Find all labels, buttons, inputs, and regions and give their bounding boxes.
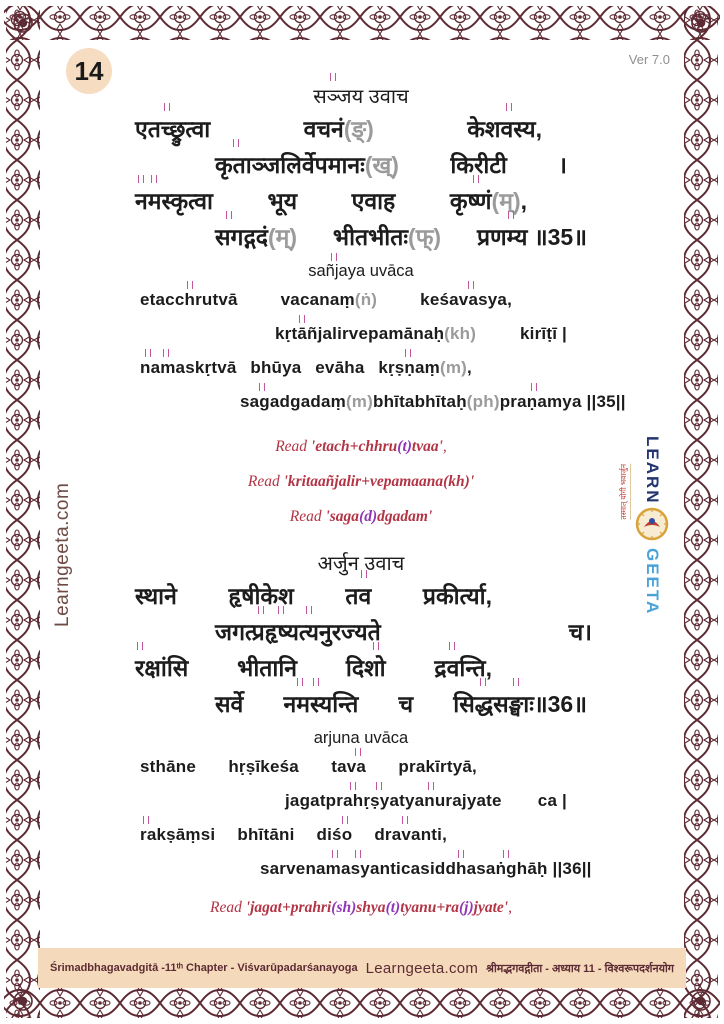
accent-mark <box>297 678 303 686</box>
verse-word: namaskṛtvā <box>140 358 237 378</box>
accent-mark <box>313 678 319 686</box>
logo-learn-text: LEARN <box>643 436 662 505</box>
verse-word: kṛṣṇaṃ(m), <box>378 358 472 378</box>
accent-mark <box>402 816 408 824</box>
footer-title-hindi: श्रीमद्भगवद्गीता - अध्याय 11 - विश्वरूपदर्शनयोग <box>486 962 674 975</box>
verse-line-translit <box>260 859 592 893</box>
accent-mark <box>278 606 284 614</box>
verse-word: sarve <box>260 859 306 878</box>
verse-word: सञ्जय उवाच <box>313 82 408 112</box>
verse-word: च। <box>568 619 592 645</box>
verse-word: sthāne <box>140 757 196 776</box>
footer-title-english: Śrimadbhagavadgitā -11ᵗʰ Chapter - Viśvarūpadarśanayoga <box>50 962 358 974</box>
accent-mark <box>138 175 144 183</box>
accent-mark <box>468 281 474 289</box>
left-watermark: Learngeeta.com <box>52 482 73 627</box>
learngeeta-logo <box>619 436 672 615</box>
verse-word: praṇamya ||35|| <box>500 392 626 412</box>
read-instruction <box>100 438 622 473</box>
accent-mark <box>350 782 356 790</box>
accent-mark <box>306 606 312 614</box>
verse-word: ca <box>400 859 421 878</box>
accent-mark <box>361 570 367 578</box>
verse-word: प्रकीर्त्या, <box>422 583 492 609</box>
accent-mark <box>458 850 464 858</box>
logo-tagline: तस्मात् योगी भवार्जुन <box>619 464 631 520</box>
accent-mark <box>164 103 170 111</box>
verse-line-devanagari <box>215 615 592 651</box>
verse-word: sañjaya uvāca <box>308 262 414 290</box>
verse-line-devanagari <box>135 112 542 148</box>
verse-line-translit <box>140 825 447 859</box>
accent-mark <box>503 850 509 858</box>
verse-word: कृष्णं(म्), <box>450 184 527 216</box>
verse-word: etacchrutvā <box>140 290 238 310</box>
accent-mark <box>355 748 361 756</box>
accent-mark <box>299 315 305 323</box>
accent-mark <box>226 211 232 219</box>
verse-word: । <box>558 152 567 178</box>
verse-word: अर्जुन उवाच <box>317 553 405 575</box>
verse-word: tava <box>331 757 366 777</box>
accent-mark <box>376 782 382 790</box>
verse-word: भूय <box>267 188 298 214</box>
read-instruction <box>100 899 622 934</box>
verse-line-devanagari <box>135 579 492 615</box>
verse-word: च <box>398 691 414 717</box>
accent-mark <box>331 253 337 261</box>
accent-mark <box>259 383 265 391</box>
verse-word: रक्षांसि <box>135 651 188 683</box>
verse-word: हृषीकेश <box>228 583 294 609</box>
verse-word: Read 'kritaañjalir+vepamaana(kh)' <box>247 473 475 490</box>
verse-line-devanagari <box>215 220 587 256</box>
verse-line-translit <box>140 358 472 392</box>
verse-word: dravanti, <box>374 825 447 845</box>
accent-mark <box>508 211 514 219</box>
verse-word: Read 'etach+chhru(t)tvaa', <box>275 438 447 455</box>
verse-word: नमस्यन्ति <box>283 687 358 719</box>
verse-word: rakṣāṃsi <box>140 825 215 845</box>
verse-word: kṛtāñjalirvepamānaḥ(kh) <box>275 324 476 344</box>
accent-mark <box>258 606 264 614</box>
verse-line-translit <box>275 324 567 358</box>
verse-word: sagadgadaṃ(m) <box>240 392 373 412</box>
verse-word: prakīrtyā, <box>398 757 477 776</box>
accent-mark <box>342 816 348 824</box>
verse-word: स्थाने <box>135 583 177 609</box>
accent-mark <box>473 175 479 183</box>
verse-heading-translit <box>100 729 622 757</box>
verse-word: arjuna uvāca <box>313 729 409 747</box>
sun-emblem-icon <box>635 507 669 546</box>
verse-line-translit <box>285 791 567 825</box>
accent-mark <box>405 349 411 357</box>
verse-word: प्रणम्य ॥35॥ <box>477 220 587 252</box>
version-label: Ver 7.0 <box>628 52 670 67</box>
verse-word: diśo <box>317 825 353 845</box>
accent-mark <box>513 678 519 686</box>
accent-mark <box>355 850 361 858</box>
verse-word: bhītabhītaḥ(ph) <box>372 392 500 411</box>
verse-word: keśavasya, <box>420 290 512 310</box>
verse-word: Read 'saga(d)dgadam' <box>289 508 433 525</box>
verse-word: namasyanti <box>305 859 401 879</box>
read-instruction <box>100 508 622 543</box>
accent-mark <box>145 349 151 357</box>
verse-word: नमस्कृत्वा <box>135 184 213 216</box>
verse-word: siddhasaṅghāḥ ||36|| <box>420 859 591 879</box>
accent-mark <box>143 816 149 824</box>
verse-word: vacanaṃ(ṅ) <box>280 290 378 309</box>
accent-mark <box>187 281 193 289</box>
verse-line-devanagari <box>215 148 567 184</box>
verse-word: कृताञ्जलिर्वेपमानः(ख्) <box>215 148 399 180</box>
verse-word: द्रवन्ति, <box>434 651 492 683</box>
accent-mark <box>506 103 512 111</box>
verse-word: भीतानि <box>237 655 298 681</box>
verse-word: किरीटी <box>450 152 507 178</box>
verse-word: सगद्गदं(म्) <box>215 220 297 252</box>
verse-word: वचनं(ङ्) <box>303 116 374 142</box>
read-instruction <box>100 473 622 508</box>
verse-word: jagatprahṛṣyatyanurajyate <box>285 791 502 811</box>
footer-bar <box>38 948 686 988</box>
page-number: 14 <box>74 55 104 86</box>
accent-mark <box>373 642 379 650</box>
footer-website: Learngeeta.com <box>365 959 479 977</box>
accent-mark <box>449 642 455 650</box>
verse-word: सिद्धसङ्घाः॥36॥ <box>453 687 587 719</box>
accent-mark <box>137 642 143 650</box>
verse-word: hṛṣīkeśa <box>228 757 299 776</box>
verse-word: ca | <box>537 791 567 810</box>
verse-word: evāha <box>315 358 365 377</box>
accent-mark <box>332 850 338 858</box>
verse-word: bhūya <box>250 358 302 377</box>
verse-line-devanagari <box>215 687 587 723</box>
verse-word: केशवस्य, <box>467 112 542 144</box>
verse-line-devanagari <box>135 184 527 220</box>
accent-mark <box>233 139 239 147</box>
verse-word: kirīṭī | <box>520 324 567 343</box>
logo-geeta-text: GEETA <box>643 547 662 615</box>
verse-word: bhītāni <box>237 825 295 844</box>
verse-word: तव <box>345 579 371 611</box>
accent-mark <box>531 383 537 391</box>
accent-mark <box>428 782 434 790</box>
verse-word: भीतभीतः(फ्) <box>332 224 442 250</box>
accent-mark <box>480 678 486 686</box>
verse-line-translit <box>240 392 626 426</box>
accent-mark <box>330 73 336 81</box>
verse-word: एवाह <box>351 188 396 214</box>
accent-mark <box>151 175 157 183</box>
verse-heading-devanagari <box>100 82 622 112</box>
verse-word: एतच्छ्रुत्वा <box>135 112 210 144</box>
verse-heading-translit <box>100 262 622 290</box>
verse-line-translit <box>140 290 512 324</box>
verse-word: जगत्प्रहृष्यत्यनुरज्यते <box>215 615 381 647</box>
verse-word: दिशो <box>346 651 386 683</box>
verse-line-translit <box>140 757 477 791</box>
accent-mark <box>163 349 169 357</box>
verse-word: सर्वे <box>215 691 244 717</box>
verse-word: Read 'jagat+prahri(sh)shya(t)tyanu+ra(j)jyate', <box>210 899 512 916</box>
